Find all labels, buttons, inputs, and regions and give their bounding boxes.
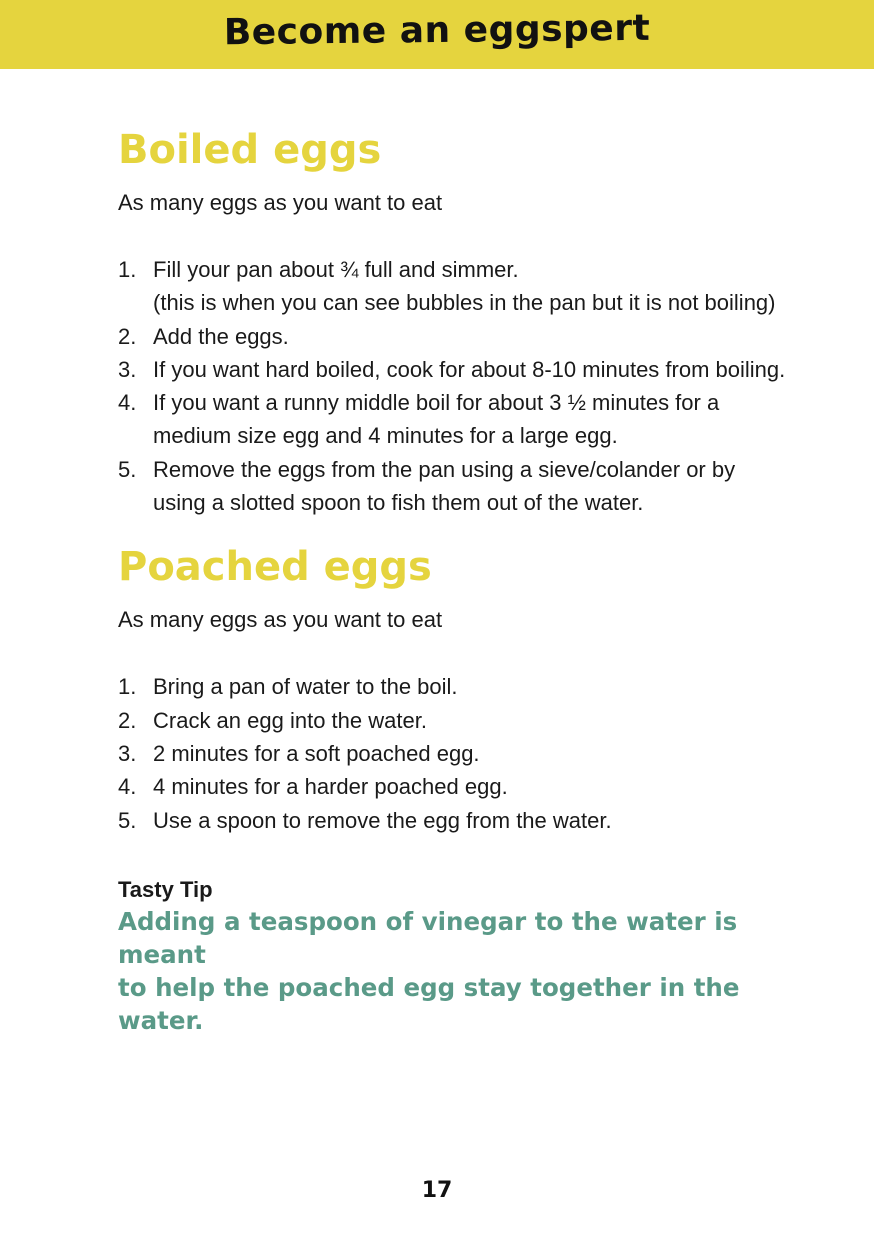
step-text: Bring a pan of water to the boil.	[153, 674, 458, 700]
poached-eggs-title: Poached eggs	[118, 544, 432, 591]
step-text	[153, 253, 818, 320]
list-item	[118, 737, 818, 770]
boiled-eggs-intro: As many eggs as you want to eat	[118, 190, 443, 215]
step-text	[153, 320, 818, 353]
poached-eggs-intro: As many eggs as you want to eat	[118, 607, 443, 633]
step-number: 2.	[118, 323, 137, 349]
step-text	[153, 386, 818, 453]
list-item	[118, 804, 818, 837]
step-number: 4.	[118, 774, 137, 800]
step-line: If you want a runny middle boil for about 3 ½ minutes for a	[153, 390, 720, 416]
tip-line: to help the poached egg stay together in the water.	[118, 972, 740, 1035]
list-item	[118, 704, 818, 737]
step-line: using a slotted spoon to fish them out of the water.	[153, 490, 644, 516]
tip-line: Adding a teaspoon of vinegar to the water is meant	[118, 906, 738, 969]
step-text: 2 minutes for a soft poached egg.	[153, 740, 480, 766]
step-number: 3.	[118, 740, 137, 766]
step-text: Use a spoon to remove the egg from the water.	[153, 807, 612, 833]
tasty-tip-text	[118, 905, 778, 1037]
list-item	[118, 320, 818, 353]
tasty-tip-label: Tasty Tip	[118, 876, 213, 902]
step-number: 5.	[118, 807, 137, 833]
step-line: If you want hard boiled, cook for about 8-10 minutes from boiling.	[153, 356, 786, 382]
page-header-title: Become an eggspert	[223, 7, 651, 54]
list-item	[118, 770, 818, 803]
step-text: Crack an egg into the water.	[153, 707, 427, 733]
step-line: Add the eggs.	[153, 323, 289, 349]
step-number: 2.	[118, 707, 137, 733]
page-number: 17	[421, 1178, 453, 1203]
boiled-eggs-title: Boiled eggs	[118, 127, 382, 173]
step-line: medium size egg and 4 minutes for a large egg.	[153, 423, 618, 449]
step-number: 3.	[118, 356, 137, 382]
list-item	[118, 670, 818, 703]
list-item	[118, 353, 818, 386]
step-text	[153, 353, 818, 386]
step-number: 5.	[118, 456, 137, 482]
list-item	[118, 253, 818, 320]
poached-eggs-steps	[118, 670, 818, 836]
list-item	[118, 386, 818, 453]
step-text	[153, 453, 818, 520]
step-number: 1.	[118, 674, 137, 700]
list-item	[118, 453, 818, 520]
step-line: Remove the eggs from the pan using a sieve/colander or by	[153, 456, 736, 482]
step-text: 4 minutes for a harder poached egg.	[153, 774, 508, 800]
step-number: 1.	[118, 257, 137, 282]
step-number: 4.	[118, 390, 137, 416]
step-line: (this is when you can see bubbles in the pan but it is not boiling)	[153, 290, 776, 316]
recipe-content	[118, 120, 818, 1037]
step-line: Fill your pan about ¾ full and simmer.	[153, 257, 519, 282]
boiled-eggs-steps	[118, 253, 818, 519]
